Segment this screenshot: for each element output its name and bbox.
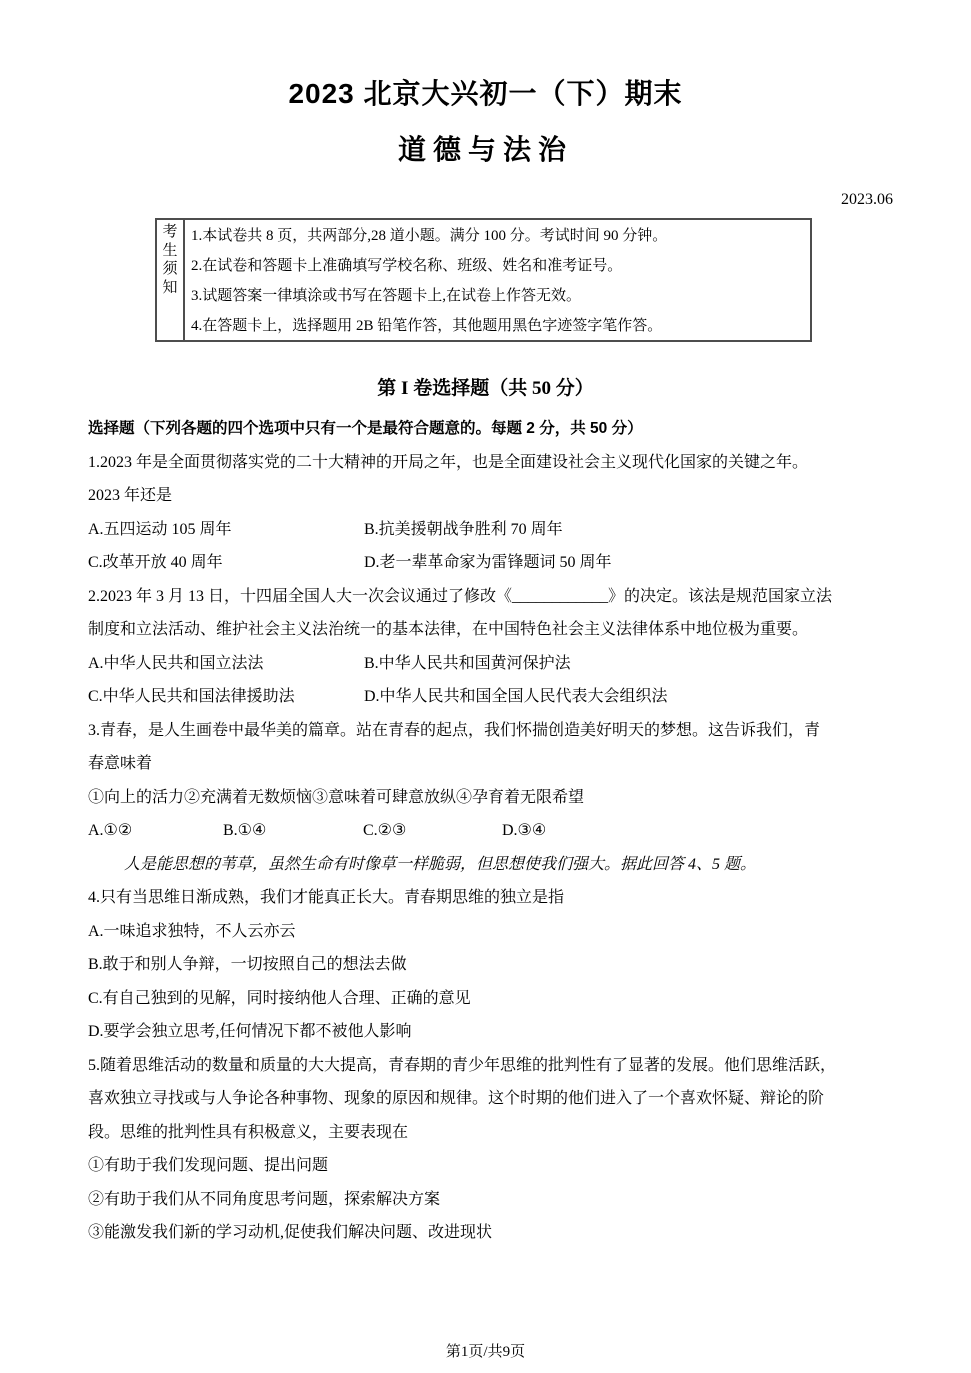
q3-numbered-items: ①向上的活力②充满着无数烦恼③意味着可肆意放纵④孕育着无限希望 bbox=[88, 788, 585, 806]
q4-option-b: B.敢于和别人争辩，一切按照自己的想法去做 bbox=[88, 956, 407, 973]
q2-option-b: B.中华人民共和国黄河保护法 bbox=[364, 654, 571, 672]
notice-label: 考生须知 bbox=[162, 224, 178, 296]
q1-stem-line1: 1.2023 年是全面贯彻落实党的二十大精神的开局之年，也是全面建设社会主义现代化国家的关键之年。 bbox=[88, 453, 809, 471]
q1-option-d: D.老一辈革命家为雷锋题词 50 周年 bbox=[364, 554, 612, 571]
q2-option-d: D.中华人民共和国全国人民代表大会组织法 bbox=[364, 688, 668, 705]
q5-numbered-item2: ②有助于我们从不同角度思考问题，探索解决方案 bbox=[88, 1190, 441, 1208]
page-number-indicator: 第1页/共9页 bbox=[445, 1344, 526, 1360]
q3-option-a: A.①② bbox=[88, 822, 133, 839]
q2-options-row2 bbox=[88, 680, 894, 714]
q5-stem-line3: 段。思维的批判性具有积极意义，主要表现在 bbox=[88, 1123, 409, 1141]
subject-title: 道德与法治 bbox=[397, 134, 573, 165]
q4-option-d: D.要学会独立思考,任何情况下都不被他人影响 bbox=[88, 1023, 412, 1040]
q5-numbered-item1: ①有助于我们发现问题、提出问题 bbox=[88, 1157, 329, 1174]
q1-option-b: B.抗美援朝战争胜利 70 周年 bbox=[364, 520, 563, 538]
notice-label-column bbox=[157, 220, 185, 340]
q2-option-c: C.中华人民共和国法律援助法 bbox=[88, 688, 295, 705]
q3-stem-line2: 春意味着 bbox=[88, 755, 153, 772]
notice-item-list bbox=[185, 220, 810, 340]
candidate-notice-box bbox=[155, 218, 812, 342]
q4-option-a: A.一味追求独特，不人云亦云 bbox=[88, 922, 296, 940]
q2-options-row1 bbox=[88, 647, 894, 681]
q1-options-row1 bbox=[88, 513, 894, 547]
q5-numbered-item3: ③能激发我们新的学习动机,促使我们解决问题、改进现状 bbox=[88, 1224, 493, 1241]
q3-option-c: C.②③ bbox=[363, 822, 407, 839]
question-content bbox=[88, 412, 894, 1250]
section-heading: 第 I 卷选择题（共 50 分） bbox=[377, 378, 594, 399]
q4-option-c: C.有自己独到的见解，同时接纳他人合理、正确的意见 bbox=[88, 989, 471, 1007]
q3-options-row bbox=[88, 814, 894, 848]
instruction-line: 选择题（下列各题的四个选项中只有一个是最符合题意的。每题 2 分，共 50 分） bbox=[88, 420, 643, 437]
exam-date: 2023.06 bbox=[841, 191, 893, 208]
q3-option-b: B.①④ bbox=[223, 822, 267, 839]
notice-item: 1.本试卷共 8 页，共两部分,28 道小题。满分 100 分。考试时间 90 分钟。 bbox=[191, 228, 668, 244]
notice-item: 4.在答题卡上，选择题用 2B 铅笔作答，其他题用黑色字迹签字笔作答。 bbox=[191, 318, 663, 334]
q2-stem-line2: 制度和立法活动、维护社会主义法治统一的基本法律，在中国特色社会主义法律体系中地位极为重要。 bbox=[88, 621, 809, 638]
q2-stem-line1: 2.2023 年 3 月 13 日，十四届全国人大一次会议通过了修改《____________》的决定。该法是规范国家立法 bbox=[88, 587, 833, 605]
page-title: 2023 北京大兴初一（下）期末 bbox=[288, 78, 683, 109]
q2-option-a: A.中华人民共和国立法法 bbox=[88, 654, 264, 672]
q3-stem-line1: 3.青春，是人生画卷中最华美的篇章。站在青春的起点，我们怀揣创造美好明天的梦想。这告诉我们，青 bbox=[88, 721, 821, 739]
q1-option-c: C.改革开放 40 周年 bbox=[88, 554, 223, 571]
passage-for-q4-q5: 人是能思想的苇草，虽然生命有时像草一样脆弱，但思想使我们强大。据此回答 4、5 题。 bbox=[124, 855, 757, 873]
notice-item: 2.在试卷和答题卡上准确填写学校名称、班级、姓名和准考证号。 bbox=[191, 258, 623, 274]
q3-option-d: D.③④ bbox=[502, 822, 547, 839]
q5-stem-line2: 喜欢独立寻找或与人争论各种事物、现象的原因和规律。这个时期的他们进入了一个喜欢怀疑、辩论的阶 bbox=[88, 1090, 825, 1107]
q5-stem-line1: 5.随着思维活动的数量和质量的大大提高，青春期的青少年思维的批判性有了显著的发展。他们思维活跃， bbox=[88, 1056, 837, 1074]
q1-option-a: A.五四运动 105 周年 bbox=[88, 520, 232, 538]
q1-options-row2 bbox=[88, 546, 894, 580]
notice-item: 3.试题答案一律填涂或书写在答题卡上,在试卷上作答无效。 bbox=[191, 288, 582, 304]
q1-stem-line2: 2023 年还是 bbox=[88, 487, 173, 504]
q4-stem: 4.只有当思维日渐成熟，我们才能真正长大。青春期思维的独立是指 bbox=[88, 889, 565, 906]
